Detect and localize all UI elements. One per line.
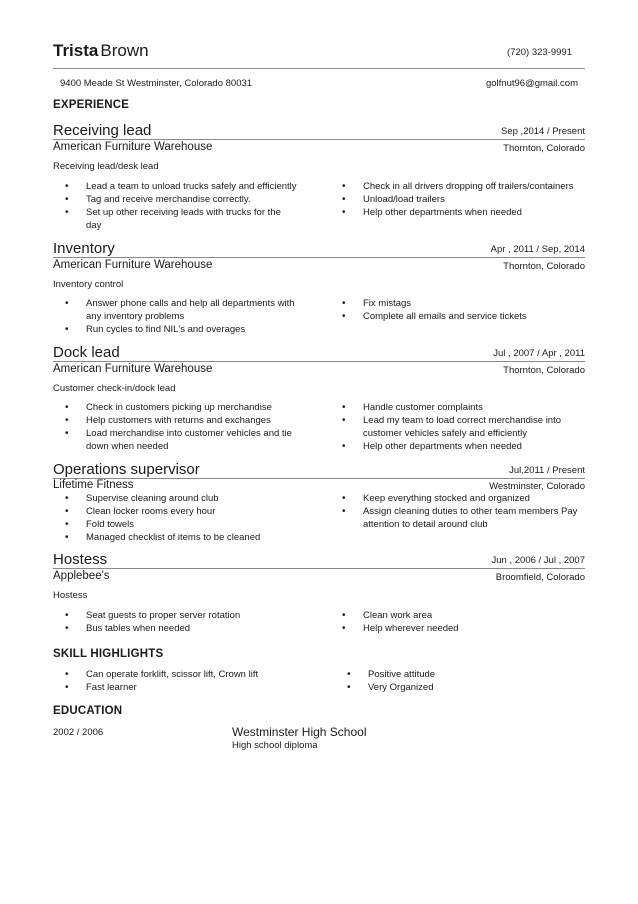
list-item: • Complete all emails and service tickets [342, 310, 592, 323]
list-item: • Tag and receive merchandise correctly. [65, 193, 310, 206]
job-duties-right [342, 609, 592, 635]
school-name: Westminster High School [232, 725, 367, 739]
phone-number: (720) 323-9991 [507, 47, 572, 58]
list-item: • Keep everything stocked and organized [342, 492, 592, 505]
list-item: • Set up other receiving leads with trucks for the day [65, 206, 291, 232]
candidate-name [53, 41, 149, 61]
job-company: Lifetime Fitness [53, 479, 134, 491]
education-dates: 2002 / 2006 [53, 727, 104, 738]
job-duties-right [342, 492, 592, 531]
job-role: Hostess [53, 590, 88, 601]
job-title: Receiving lead [53, 122, 152, 139]
job-dates: Apr , 2011 / Sep, 2014 [490, 244, 585, 255]
list-item: • Help other departments when needed [342, 440, 592, 453]
job-location: Thornton, Colorado [503, 365, 585, 376]
job-company: American Furniture Warehouse [53, 259, 213, 271]
list-item: • Managed checklist of items to be cleaned [65, 531, 310, 544]
list-item: • Fold towels [65, 518, 310, 531]
job-duties-right [342, 180, 592, 219]
job-dates: Sep ,2014 / Present [501, 126, 585, 137]
list-item: • Lead my team to load correct merchandise into customer vehicles safely and efficiently [342, 414, 588, 440]
job-duties-left [65, 180, 310, 232]
header-divider [53, 68, 585, 69]
job-dates: Jul,2011 / Present [509, 465, 585, 476]
skills-left [65, 668, 310, 694]
job-company: American Furniture Warehouse [53, 141, 213, 153]
list-item: • Positive attitude [347, 668, 597, 681]
list-item: • Seat guests to proper server rotation [65, 609, 310, 622]
job-duties-left [65, 297, 310, 336]
list-item: • Very Organized [347, 681, 597, 694]
list-item: • Bus tables when needed [65, 622, 310, 635]
list-item: • Load merchandise into customer vehicles and tie down when needed [65, 427, 311, 453]
list-item: • Handle customer complaints [342, 401, 592, 414]
list-item: • Help wherever needed [342, 622, 592, 635]
last-name: Brown [100, 41, 149, 60]
list-item: • Help other departments when needed [342, 206, 592, 219]
list-item: • Assign cleaning duties to other team members Pay attention to detail around club [342, 505, 578, 531]
job-divider [53, 257, 585, 258]
job-role: Inventory control [53, 279, 124, 290]
job-duties-right [342, 401, 592, 453]
job-role: Customer check-in/dock lead [53, 383, 176, 394]
list-item: • Unload/load trailers [342, 193, 592, 206]
job-role: Receiving lead/desk lead [53, 161, 159, 172]
list-item: • Clean work area [342, 609, 592, 622]
job-divider [53, 139, 585, 140]
job-title: Dock lead [53, 344, 120, 361]
job-company: Applebee's [53, 570, 110, 582]
list-item: • Can operate forklift, scissor lift, Crown lift [65, 668, 310, 681]
job-location: Thornton, Colorado [503, 261, 585, 272]
job-dates: Jun , 2006 / Jul , 2007 [491, 555, 585, 566]
job-location: Thornton, Colorado [503, 143, 585, 154]
skills-heading: SKILL HIGHLIGHTS [53, 648, 164, 660]
job-dates: Jul , 2007 / Apr , 2011 [493, 348, 585, 359]
job-duties-left [65, 609, 310, 635]
list-item: • Fast learner [65, 681, 310, 694]
job-duties-right [342, 297, 592, 323]
experience-heading: EXPERIENCE [53, 99, 130, 111]
job-divider [53, 568, 585, 569]
education-heading: EDUCATION [53, 705, 123, 717]
job-duties-left [65, 401, 310, 453]
list-item: • Fix mistags [342, 297, 592, 310]
list-item: • Run cycles to find NIL's and overages [65, 323, 310, 336]
list-item: • Help customers with returns and exchanges [65, 414, 310, 427]
job-company: American Furniture Warehouse [53, 363, 213, 375]
job-location: Westminster, Colorado [489, 481, 585, 492]
first-name: Trista [53, 41, 99, 60]
job-location: Broomfield, Colorado [495, 572, 585, 583]
list-item: • Lead a team to unload trucks safely and efficiently [65, 180, 310, 193]
job-title: Inventory [53, 240, 115, 257]
list-item: • Answer phone calls and help all departments with any inventory problems [65, 297, 306, 323]
list-item: • Check in customers picking up merchandise [65, 401, 310, 414]
degree: High school diploma [232, 740, 318, 751]
list-item: • Supervise cleaning around club [65, 492, 310, 505]
job-title: Hostess [53, 551, 108, 568]
email-address: golfnut96@gmail.com [485, 78, 578, 89]
address: 9400 Meade St Westminster, Colorado 80031 [60, 78, 253, 89]
skills-right [347, 668, 597, 694]
job-duties-left [65, 492, 310, 544]
job-divider [53, 361, 585, 362]
list-item: • Check in all drivers dropping off trailers/containers [342, 180, 592, 193]
list-item: • Clean locker rooms every hour [65, 505, 310, 518]
job-title: Operations supervisor [53, 461, 200, 478]
